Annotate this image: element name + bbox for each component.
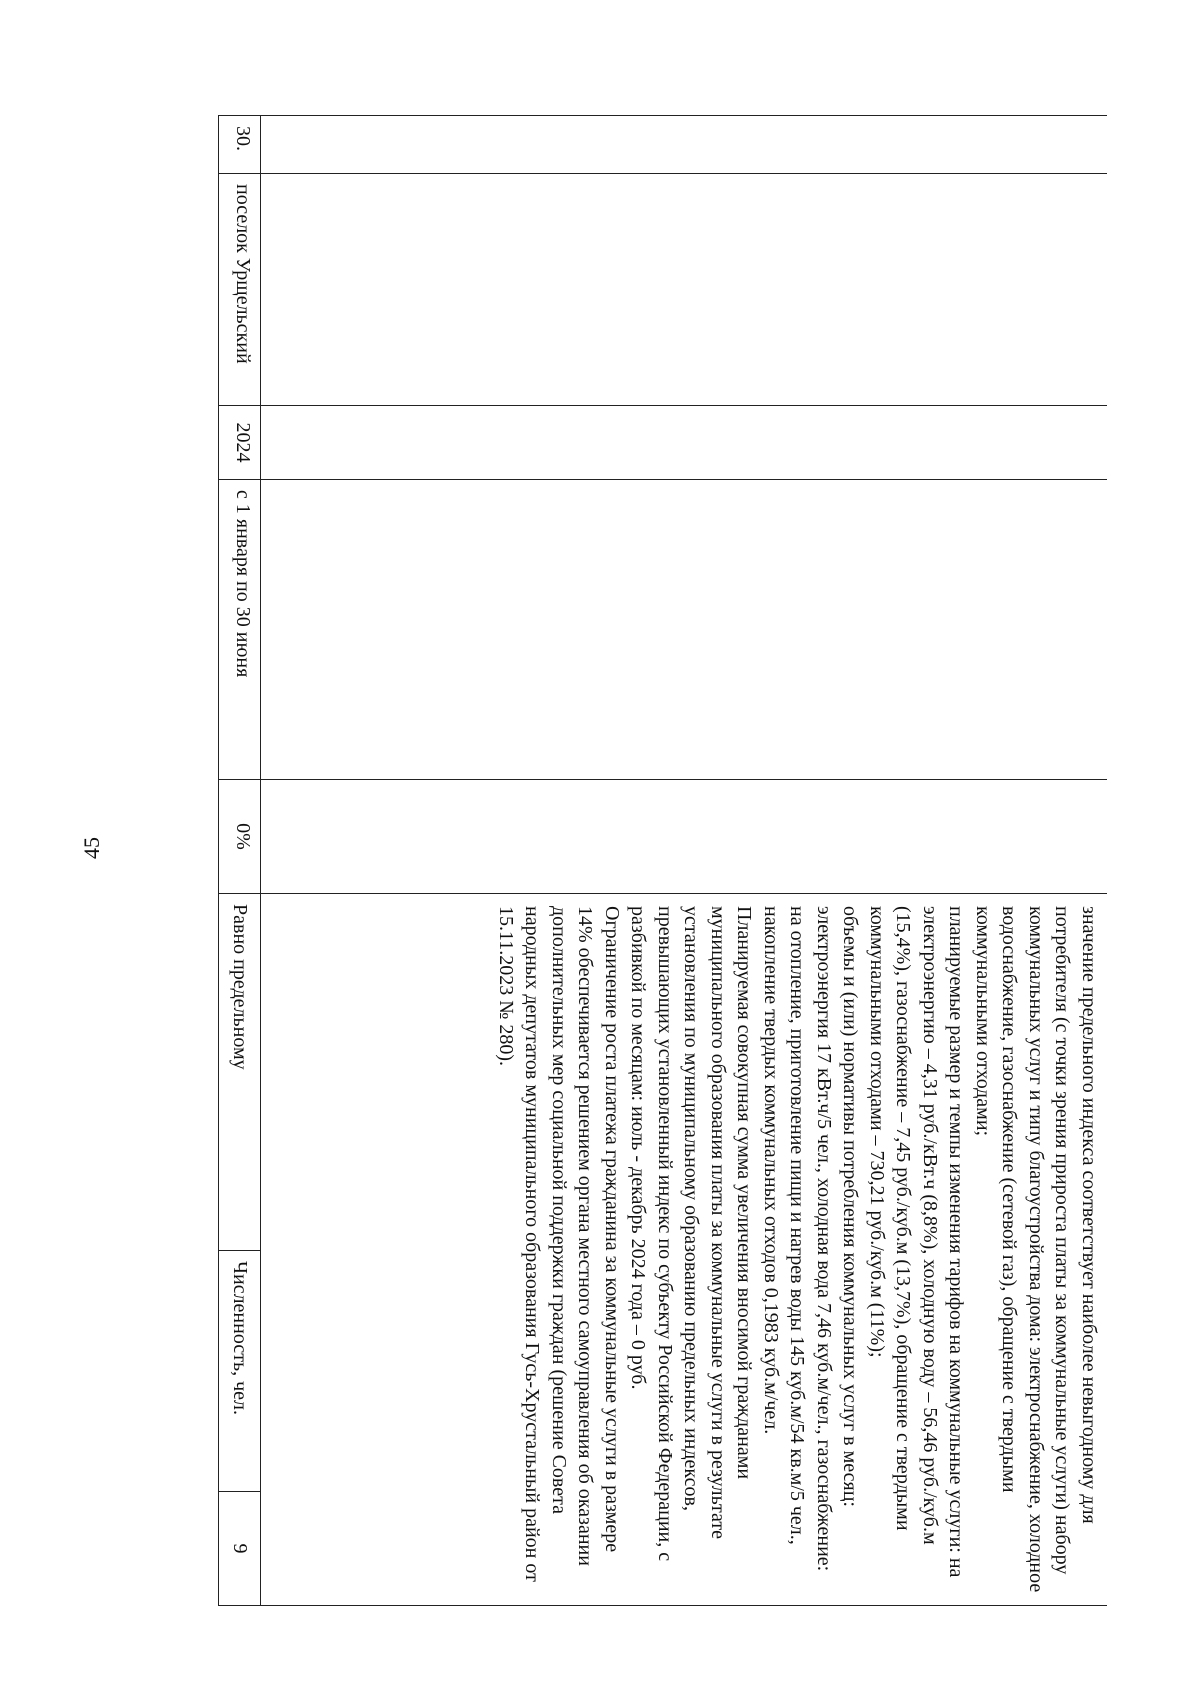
rotated-page-content (167, 115, 1107, 1605)
cell-percent: 0% (219, 780, 261, 894)
cell-period: с 1 января по 30 июня (219, 480, 261, 780)
cell-count-label: Численность, чел. (220, 1251, 261, 1492)
cell-equal-label: Равно предельному (220, 894, 261, 1251)
main-paragraph-1: значение предельного индекса соответствует наиболее невыгодному для потребителя (с точки зрения прироста платы за коммунальные услуги) набору коммунальных услуг и типу благоустройства дома: электроснабжение, холодное водоснабжение, газоснабжение (сетевой газ), обращение с твердыми коммунальными отходами; (972, 906, 1100, 1593)
cell-split (219, 894, 261, 1606)
cell-count-value: 9 (229, 1543, 251, 1554)
split-table (220, 894, 261, 1605)
cell-settlement: поселок Урщельский (219, 174, 261, 406)
cell-empty-settlement (261, 174, 1108, 406)
table-row-continuation (261, 116, 1108, 1606)
cell-empty-period (261, 480, 1108, 780)
cell-year: 2024 (219, 406, 261, 480)
main-paragraph-5: Ограничение роста платежа гражданина за коммунальные услуги в размере 14% обеспечивается решением органа местного самоуправления об оказании дополнительных мер социальной поддержки граждан (решение Совета народных депутатов муниципального образования Гусь-Хрустальный район от 15.11.2023 № 280). (495, 906, 623, 1582)
cell-empty-percent (261, 780, 1108, 894)
main-paragraph-2: планируемые размер и темпы изменения тарифов на коммунальные услуги: на электроэнергию – 4,31 руб./кВт.ч (8,8%), холодную воду – 56,46 руб./куб.м (15,4%), газоснабжение – 7,45 руб./куб.м (13,7%), обращение с твердыми коммунальными отходами – 730,21 руб./куб.м (11%); (866, 906, 968, 1578)
table-row-30 (219, 116, 261, 1606)
document-table (219, 115, 1108, 1606)
cell-row-number: 30. (219, 116, 261, 174)
cell-empty-number (261, 116, 1108, 174)
cell-empty-year (261, 406, 1108, 480)
main-paragraph-3: объемы и (или) нормативы потребления коммунальных услуг в месяц: электроэнергия 17 кВт.ч/5 чел., холодная вода 7,46 куб.м/чел., газоснабжение: на отопление, приготовление пищи и нагрев воды 145 куб.м/54 кв.м/5 чел., накопление твердых коммунальных отходов 0,1983 куб.м/чел. (760, 906, 862, 1572)
page-number: 45 (79, 837, 104, 859)
cell-main-text (261, 894, 1108, 1606)
main-paragraph-4: Планируемая совокупная сумма увеличения вносимой гражданами муниципального образования платы за коммунальные услуги в результате установления по муниципальному образованию предельных индексов, превышающих установленный индекс по субъекту Российской Федерации, с разбивкой по месяцам: июль - декабрь 2024 года – 0 руб. (627, 906, 756, 1562)
